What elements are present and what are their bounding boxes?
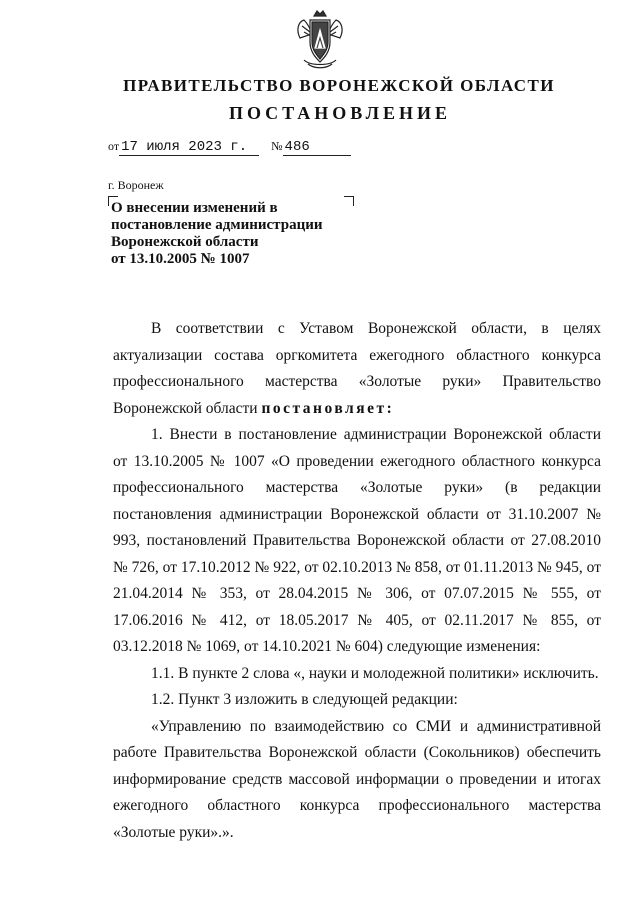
preamble-line: актуализации состава оргкомитета ежегодного областного конкурса [113,346,601,364]
subject-line: Воронежской области [111,234,259,250]
preamble-line: В соответствии с Уставом Воронежской области, в целях [151,320,601,337]
number-label: № [271,139,283,153]
preamble-line: профессионального мастерства «Золотые руки» Правительство [113,373,601,390]
document-body [113,316,601,846]
preamble-closing [113,396,601,423]
item-1: 1. Внести в постановление администрации Воронежской области от 13.10.2005 № 1007 «О проведении ежегодного областного конкурса профессионального мастерства «Золотые руки» (в редакции постановления администрации Воронежской области от 31.10.2007 № 993, постановлений Правительства Воронежской области от 27.08.2010 № 726, от 17.10.2012 № 922, от 02.10.2013 № 858, от 01.11.2013 № 945, от 21.04.2014 № 353, от 28.04.2015 № 306, от 07.07.2015 № 555, от 17.06.2016 № 412, от 18.05.2017 № 405, от 02.11.2017 № 855, от 03.12.2018 № 1069, от 14.10.2021 № 604) следующие изменения: [113,426,601,655]
subject-line: О внесении изменений в [111,200,278,216]
registration-line [108,139,351,156]
quoted-paragraph: «Управлению по взаимодействию со СМИ и административной работе Правительства Воронежской области (Сокольников) обеспечить информирование средств массовой информации о проведении и итогах ежегодного областного конкурса профессионального мастерства «Золотые руки».». [113,717,601,841]
document-type: ПОСТАНОВЛЕНИЕ [228,103,452,123]
item-1-1: 1.1. В пункте 2 слова «, науки и молодежной политики» исключить. [151,664,599,682]
document-date: 17 июля 2023 г. [119,140,259,156]
document-subject [111,200,351,268]
coat-of-arms-emblem [288,8,352,72]
government-title: ПРАВИТЕЛЬСТВО ВОРОНЕЖСКОЙ ОБЛАСТИ [123,76,555,95]
document-number: 486 [283,140,351,156]
item-1-2: 1.2. Пункт 3 изложить в следующей редакции: [151,691,458,708]
decree-word: постановляет: [261,399,395,417]
date-prefix: от [108,139,120,153]
issuing-city: г. Воронеж [108,178,164,192]
subject-line: постановление администрации [111,217,323,233]
subject-line: от 13.10.2005 № 1007 [111,251,250,267]
preamble-last: Воронежской области [113,399,258,417]
